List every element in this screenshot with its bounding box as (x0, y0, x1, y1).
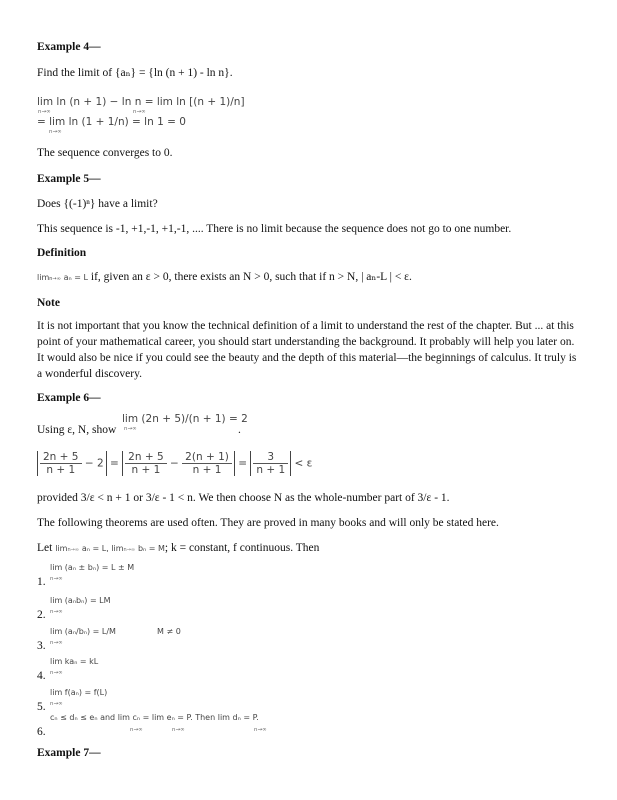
theorems-intro: The following theorems are used often. They are proved in many books and will only be stated here. (37, 517, 499, 529)
theorem-item-number: 4. (37, 670, 46, 682)
limit-subscript: n→∞ (172, 727, 185, 733)
note-body: It is not important that you know the technical definition of a limit to understand the rest of the chapter. But ... at this point of your mathematical career, you should start understanding the background. It probably will help you later on. It would also be nice if you could see the beauty and the depth of this material—the beginnings of calculus. It truly is a wonderful discovery. (37, 320, 577, 380)
limit-subscript: n→∞ (133, 109, 146, 115)
example-4-line-2: = lim ln (1 + 1/n) = ln 1 = 0 (37, 116, 186, 128)
theorem-item-expression (50, 657, 98, 667)
limit-subscript: n→∞ (50, 576, 63, 582)
limit-expression: f(aₙ) = f(L) (64, 688, 108, 697)
limit-subscript: n→∞ (50, 670, 63, 676)
theorem-item-number: 3. (37, 640, 46, 652)
theorem-item-expression (50, 563, 134, 573)
limit-subscript: n→∞ (50, 701, 63, 707)
example-5-heading: Example 5— (37, 173, 101, 185)
theorem-item-expression (50, 627, 116, 637)
example-4-heading: Example 4— (37, 41, 101, 53)
limit-subscript: n→∞ (50, 609, 63, 615)
note-heading: Note (37, 297, 60, 309)
theorem-item-condition: M ≠ 0 (157, 627, 181, 636)
example-6-heading: Example 6— (37, 392, 101, 404)
limit-operator: lim (50, 688, 63, 697)
limit-expression: (aₙbₙ) = LM (64, 596, 111, 605)
example-4-line-1: lim ln (n + 1) − ln n = lim ln [(n + 1)/n] (37, 96, 245, 108)
theorems-let: Let limn→∞ aₙ = L, limn→∞ bₙ = M; k = constant, f continuous. Then (37, 542, 320, 554)
example-6-inequality: $\frac{2n + 5}{n + 1}$ − 2 = $\frac{2n + 5}{n + 1}$ − $\frac{2(n + 1)}{n + 1}$ = $\frac{3}{n + 1}$ < ε (37, 451, 312, 481)
limit-operator: lim (50, 596, 63, 605)
limit-operator: lim (50, 563, 63, 572)
limit-expression: (aₙ ± bₙ) = L ± M (64, 563, 135, 572)
definition-text: limn→∞ aₙ = L if, given an ε > 0, there exists an N > 0, such that if n > N, | aₙ-L | < ε. (37, 271, 412, 283)
period: . (238, 424, 241, 436)
definition-heading: Definition (37, 247, 87, 259)
example-6-intro: Using ε, N, show (37, 424, 117, 436)
example-4-conclusion: The sequence converges to 0. (37, 147, 173, 159)
limit-subscript: n→∞ (124, 426, 137, 432)
example-5-answer: This sequence is -1, +1,-1, +1,-1, .... There is no limit because the sequence does not go to one number. (37, 223, 512, 235)
example-6-goal: lim (2n + 5)/(n + 1) = 2 (122, 413, 248, 425)
limit-subscript: n→∞ (49, 129, 62, 135)
limit-subscript: n→∞ (38, 109, 51, 115)
limit-operator: lim (50, 627, 63, 636)
limit-expression: kaₙ = kL (64, 657, 99, 666)
example-5-question: Does {(-1)ⁿ} have a limit? (37, 198, 158, 210)
theorem-item-expression (50, 688, 107, 698)
theorem-item-expression (50, 596, 111, 606)
limit-subscript: n→∞ (50, 640, 63, 646)
limit-expression: (aₙ/bₙ) = L/M (64, 627, 116, 636)
theorem-item-number: 5. (37, 701, 46, 713)
theorem-item-number: 6. (37, 726, 46, 738)
example-7-heading: Example 7— (37, 747, 101, 759)
limit-subscript: n→∞ (254, 727, 267, 733)
example-4-problem: Find the limit of {aₙ} = {ln (n + 1) - ln n}. (37, 67, 233, 79)
limit-subscript: n→∞ (130, 727, 143, 733)
theorem-item-number: 2. (37, 609, 46, 621)
limit-operator: lim (50, 657, 63, 666)
theorem-item-number: 1. (37, 576, 46, 588)
theorem-item-6: cₙ ≤ dₙ ≤ eₙ and lim cₙ = lim eₙ = P. Then lim dₙ = P. (50, 713, 259, 722)
example-6-provided: provided 3/ε < n + 1 or 3/ε - 1 < n. We then choose N as the whole-number part of 3/ε - 1. (37, 492, 450, 504)
